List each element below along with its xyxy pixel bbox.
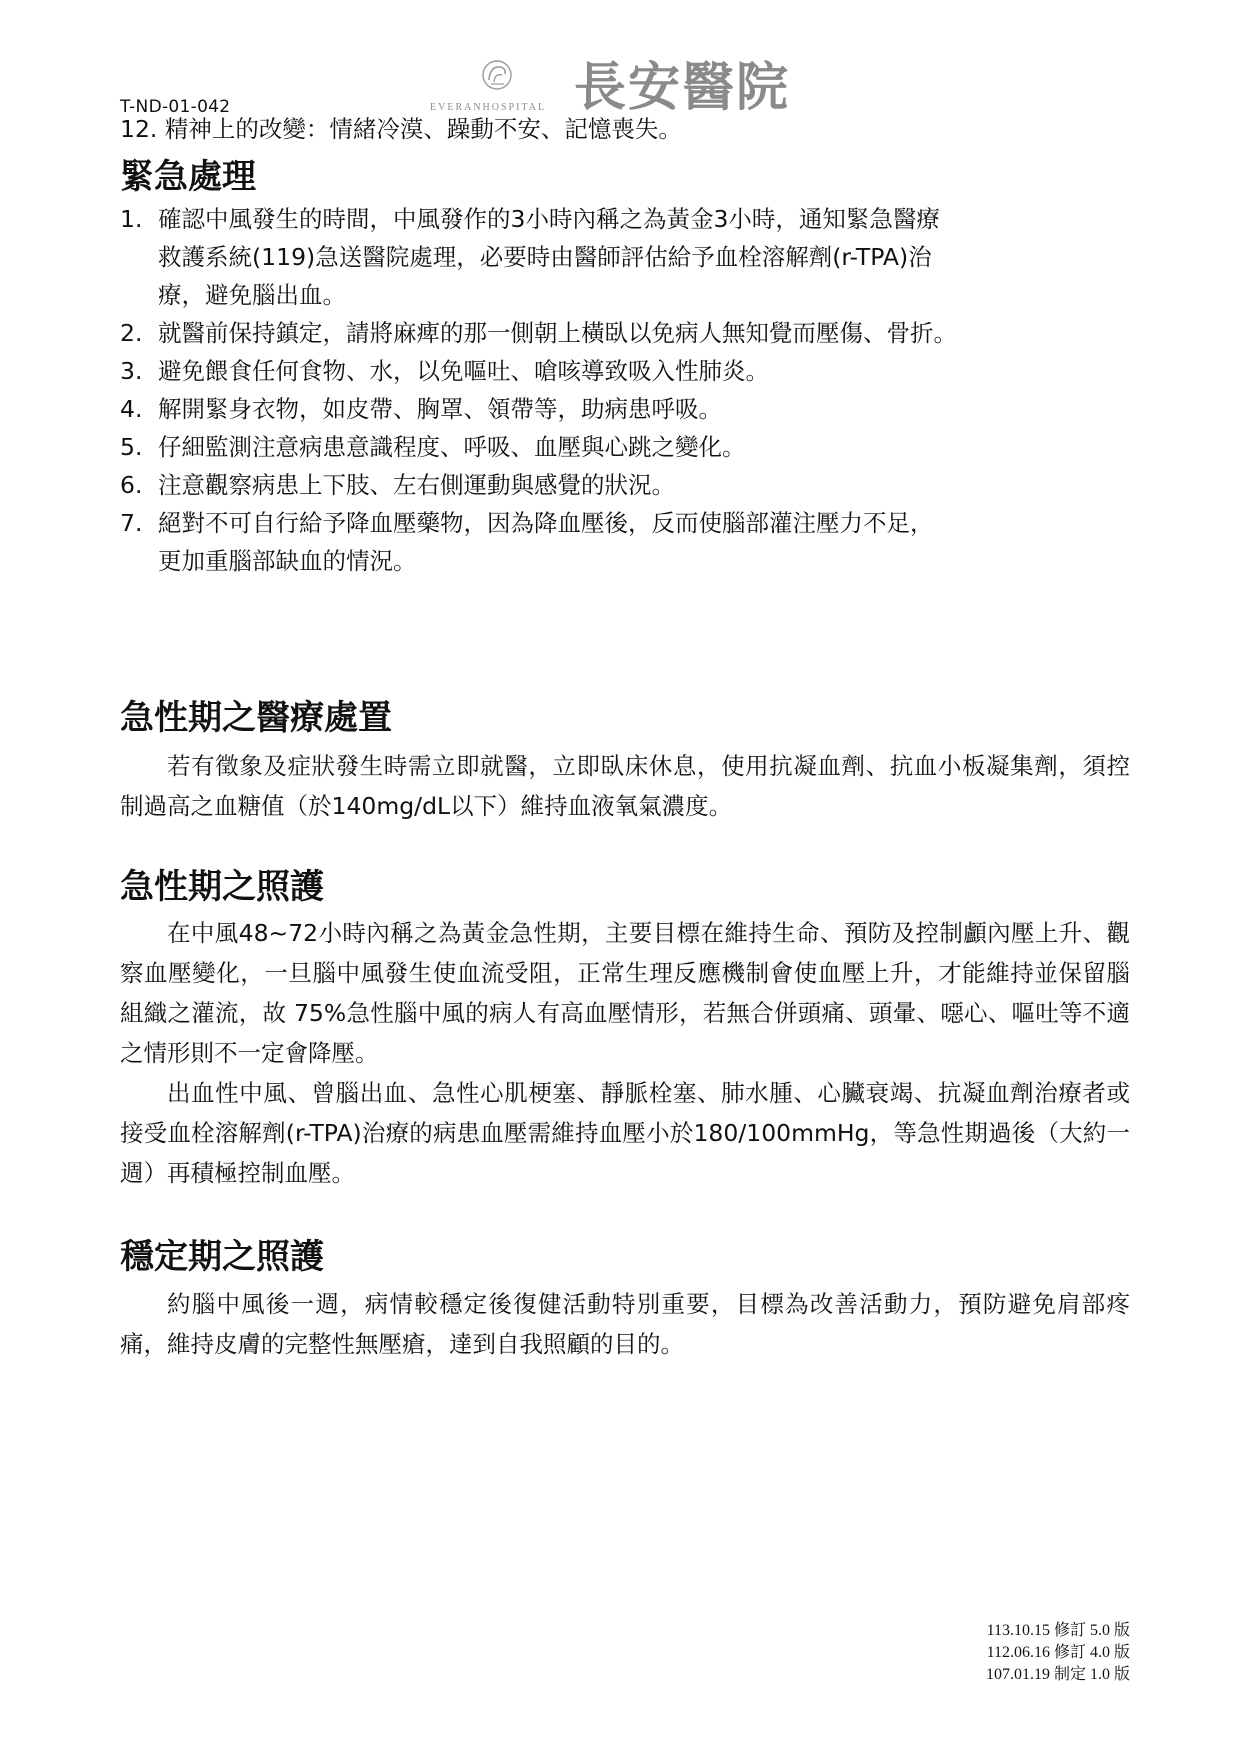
- acute-care-body: [120, 913, 1130, 1193]
- revision-line: 112.06.16 修訂 4.0 版: [986, 1644, 1130, 1661]
- stable-care-body: [120, 1284, 1130, 1364]
- section-title-acute-medical: 急性期之醫療處置: [120, 698, 392, 738]
- section-title-stable-care: 穩定期之照護: [120, 1237, 324, 1277]
- revision-history: [986, 1620, 1130, 1686]
- symptom-item-12: 12. 精神上的改變：情緒冷漠、躁動不安、記憶喪失。: [120, 115, 682, 143]
- logo-chinese-name: 長安醫院: [574, 58, 791, 118]
- revision-line: 113.10.15 修訂 5.0 版: [986, 1622, 1130, 1639]
- logo-english-name: EVERANHOSPITAL: [430, 102, 547, 113]
- section-title-acute-care: 急性期之照護: [120, 867, 324, 907]
- paragraph: 約腦中風後一週，病情較穩定後復健活動特別重要，目標為改善活動力，預防避免肩部疼痛，維持皮膚的完整性無壓瘡，達到自我照顧的目的。: [120, 1290, 1130, 1358]
- paragraph: 若有徵象及症狀發生時需立即就醫，立即臥床休息，使用抗凝血劑、抗血小板凝集劑，須控制過高之血糖值（於140mg/dL以下）維持血液氧氣濃度。: [120, 752, 1130, 820]
- paragraph: 在中風48~72小時內稱之為黃金急性期，主要目標在維持生命、預防及控制顱內壓上升、觀察血壓變化，一旦腦中風發生使血流受阻，正常生理反應機制會使血壓上升，才能維持並保留腦組織之灌流，故 75%急性腦中風的病人有高血壓情形，若無合併頭痛、頭暈、噁心、嘔吐等不適之情形則不一定會降壓。: [120, 919, 1130, 1067]
- section-title-emergency: 緊急處理: [120, 157, 256, 197]
- hospital-emblem-icon: [480, 58, 514, 92]
- acute-medical-body: [120, 746, 1130, 826]
- document-code: T-ND-01-042: [120, 97, 231, 117]
- document-page: T-ND-01-042 EVERANHOSPITAL 長安醫院 12. 精神上的改變：情緒冷漠、躁動不安、記憶喪失。 緊急處理 1. 確認中風發生的時間，中風發作的3小時內稱之為黃金3小時，通知緊急醫療 救護系統(119)急送醫院處理，必要時由醫師評估給予血栓溶解劑(r-TPA)治 療，避免腦出血。 2. 就醫前保持鎮定，請將麻痺的那一側朝上橫臥以免病人無知覺而壓傷、骨折。 3. 避免餵食任何食物、水，以免嘔吐、嗆咳導致吸入性肺炎。 4. 解開緊身衣物，如皮帶、胸罩、領帶等，助病患呼吸。 5. 仔細監測注意病患意識程度、呼吸、血壓與心跳之變化。 6. 注意觀察病患上下肢、左右側運動與感覺的狀況。 7. 絕對不可自行給予降血壓藥物，因為降血壓後，反而使腦部灌注壓力不足， 更加重腦部缺血的情況。 急性期之醫療處置 若有徵象及症狀發生時需立即就醫，立即臥床休息，使用抗凝血劑、抗血小板凝集劑，須控制過高之血糖值（於140mg/dL以下）維持血液氧氣濃度。 急性期之照護 在中風48~72小時內稱之為黃金急性期，主要目標在維持生命、預防及控制顱內壓上升、觀察血壓變化，一旦腦中風發生使血流受阻，正常生理反應機制會使血壓上升，才能維持並保留腦組織之灌流，故 75%急性腦中風的病人有高血壓情形，若無合併頭痛、頭暈、噁心、嘔吐等不適之情形則不一定會降壓。 出血性中風、曾腦出血、急性心肌梗塞、靜脈栓塞、肺水腫、心臟衰竭、抗凝血劑治療者或接受血栓溶解劑(r-TPA)治療的病患血壓需維持血壓小於180/100mmHg，等急性期過後（大約一週）再積極控制血壓。 穩定期之照護 約腦中風後一週，病情較穩定後復健活動特別重要，目標為改善活動力，預防避免肩部疼痛，維持皮膚的完整性無壓瘡，達到自我照顧的目的。 113.10.15 修訂 5.0 版 112.06.16 修訂 4.0 版 107.01.19 制定 1.0 版: [0, 0, 1241, 1755]
- revision-line: 107.01.19 制定 1.0 版: [985, 1666, 1130, 1683]
- paragraph: 出血性中風、曾腦出血、急性心肌梗塞、靜脈栓塞、肺水腫、心臟衰竭、抗凝血劑治療者或接受血栓溶解劑(r-TPA)治療的病患血壓需維持血壓小於180/100mmHg，等急性期過後（大約一週）再積極控制血壓。: [120, 1079, 1130, 1187]
